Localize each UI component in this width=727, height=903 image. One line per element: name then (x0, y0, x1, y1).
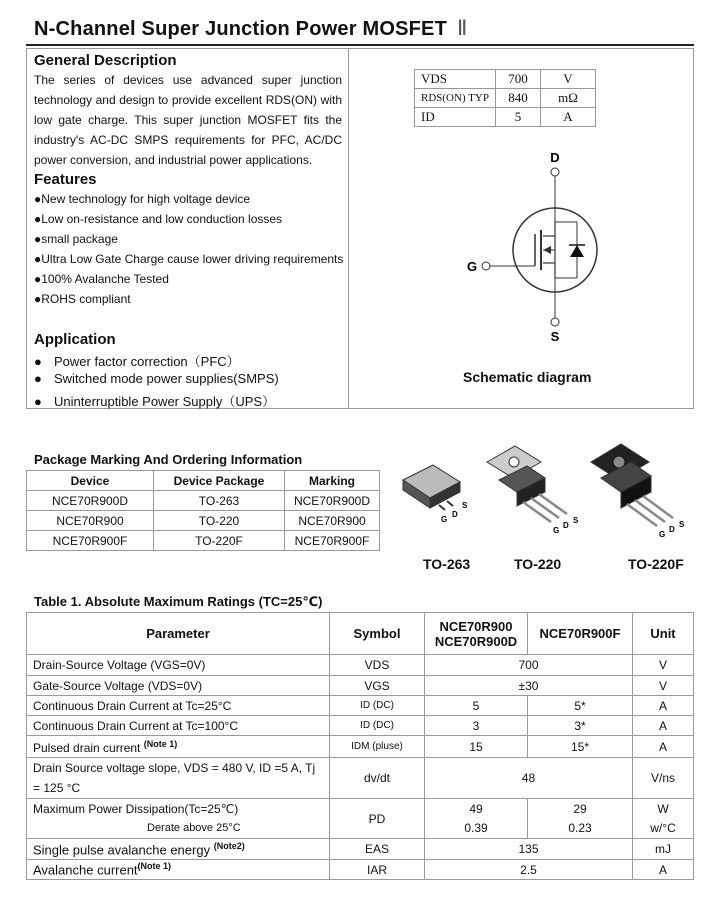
table-row: Drain-Source Voltage (VGS=0V) VDS 700 V (27, 655, 694, 676)
svg-text:D: D (452, 510, 458, 519)
application-heading: Application (34, 331, 116, 348)
feature-item: ●100% Avalanche Tested (34, 272, 169, 286)
svg-text:S: S (573, 516, 579, 525)
features-heading: Features (34, 171, 97, 188)
table-row: Derate above 25°C 0.39 0.23 w/°C (27, 819, 694, 839)
packaging-heading: Package Marking And Ordering Information (34, 452, 303, 467)
to263-package-icon (403, 465, 468, 524)
application-item: ● Switched mode power supplies(SMPS) (34, 371, 279, 386)
gate-label: G (467, 259, 478, 274)
feature-item: ●New technology for high voltage device (34, 192, 251, 206)
packaging-table (26, 470, 380, 551)
svg-text:G: G (553, 526, 560, 535)
schematic-caption: Schematic diagram (463, 369, 592, 385)
table-row: Avalanche current$^{(Note 1)}$ IAR 2.5 A (27, 860, 694, 880)
source-label: S (550, 329, 560, 344)
table-row: RDS(ON) TYP 840 mΩ (415, 89, 596, 108)
absolute-max-ratings-table (26, 612, 694, 880)
page-title-numeral: Ⅱ (457, 16, 468, 40)
svg-text:D: D (563, 521, 569, 530)
package-label: TO-220F (628, 556, 684, 572)
svg-text:D: D (669, 525, 675, 534)
table-row: Continuous Drain Current at Tc=100°C ID (DC) 3 3* A (27, 716, 694, 736)
package-illustrations (395, 440, 700, 550)
page-title: N-Channel Super Junction Power MOSFET Ⅱ (34, 16, 468, 40)
feature-item: ●ROHS compliant (34, 292, 131, 306)
table-row: Drain Source voltage slope, VDS = 480 V, ID =5 A, Tj = 125 °C dv/dt 48 V/ns (27, 758, 694, 799)
svg-text:S: S (679, 520, 685, 529)
application-item: ● Uninterruptible Power Supply（UPS） (34, 394, 276, 409)
table-row: VDS 700 V (415, 70, 596, 89)
to220f-package-icon (591, 444, 685, 539)
application-item: ● Power factor correction（PFC） (34, 354, 240, 369)
mosfet-schematic (455, 150, 655, 345)
table-row: NCE70R900D TO-263 NCE70R900D (27, 491, 380, 511)
feature-item: ●Ultra Low Gate Charge cause lower driving requirements (34, 252, 344, 266)
package-label: TO-263 (423, 556, 471, 572)
package-label: TO-220 (514, 556, 562, 572)
drain-label: D (550, 150, 560, 165)
table-row: NCE70R900F TO-220F NCE70R900F (27, 531, 380, 551)
table-row: NCE70R900 TO-220 NCE70R900 (27, 511, 380, 531)
to220-package-icon (487, 446, 579, 535)
table-row: Device Device Package Marking (27, 471, 380, 491)
svg-text:G: G (441, 515, 448, 524)
table-row: Gate-Source Voltage (VDS=0V) VGS ±30 V (27, 676, 694, 696)
key-spec-table (414, 69, 596, 127)
title-rule (26, 44, 694, 46)
table-row: Pulsed drain current $^{(Note 1)}$ IDM (pluse) 15 15* A (27, 736, 694, 758)
svg-text:S: S (462, 501, 468, 510)
overview-divider (348, 48, 349, 409)
svg-text:G: G (659, 530, 666, 539)
table-row: Continuous Drain Current at Tc=25°C ID (DC) 5 5* A (27, 696, 694, 716)
table-row: Single pulse avalanche energy $^{(Note2)}$ EAS 135 mJ (27, 839, 694, 860)
table-row: Maximum Power Dissipation(Tc=25℃) PD 49 29 W (27, 799, 694, 819)
ratings-heading: Table 1. Absolute Maximum Ratings (TC=25℃) (34, 594, 323, 609)
general-description-text: The series of devices use advanced super junction technology and design to provide excellent RDS(ON) with low gate charge. This super junction MOSFET fits the industry's AC-DC SMPS requirements for PFC, AC/DC power conversion, and industrial power applications. (34, 73, 342, 167)
general-description-heading: General Description (34, 52, 177, 69)
table-row: Parameter Symbol NCE70R900 NCE70R900D NCE70R900F Unit (27, 613, 694, 655)
table-row: ID 5 A (415, 108, 596, 127)
feature-item: ●small package (34, 232, 118, 246)
feature-item: ●Low on-resistance and low conduction losses (34, 212, 283, 226)
